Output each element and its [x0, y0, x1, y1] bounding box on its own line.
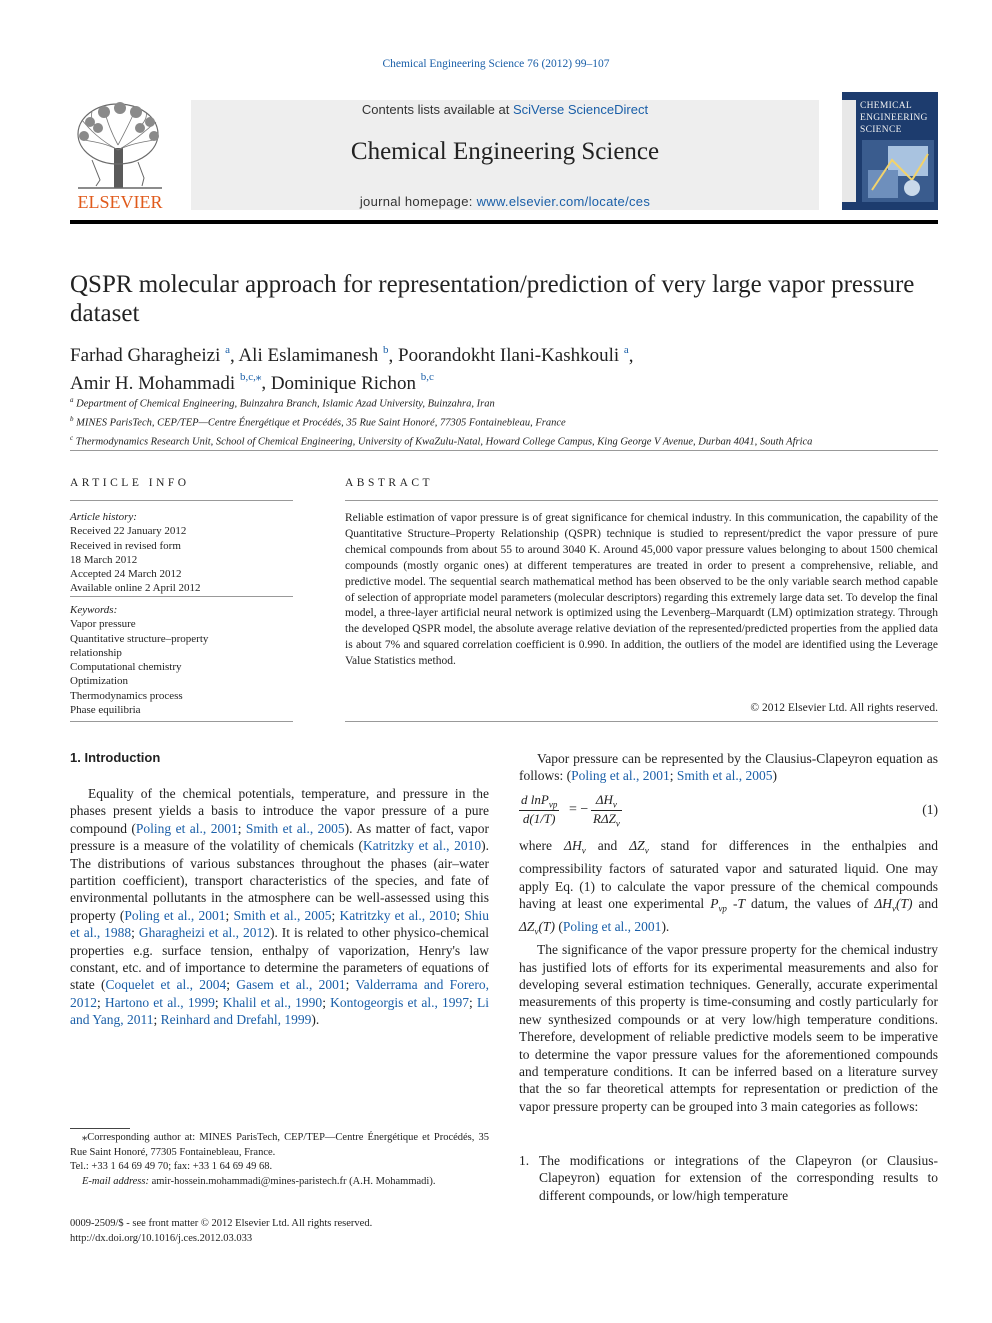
history-item: Accepted 24 March 2012 — [70, 568, 182, 581]
history-heading: Article history: — [70, 511, 137, 523]
right-paragraph-1: Vapor pressure can be represented by the Clausius-Clapeyron equation as follows: (Poling et al., 2001; Smith et al., 2005) — [519, 751, 938, 784]
intro-paragraph — [70, 785, 489, 1029]
equation-rhs: $\Delta H_v$ $R\Delta Z_v$ — [593, 792, 620, 829]
ref-link[interactable]: Khalil et al., 1990 — [222, 994, 323, 1010]
affiliations — [70, 393, 938, 450]
header-rule — [70, 220, 938, 224]
article-history — [70, 510, 293, 596]
right-paragraph-2: where $\Delta H_v$ and $\Delta Z_v$ stand for differences in the enthalpies and compressibility factors of saturated vapor and saturated liquid. One may apply Eq. (1) to calculate the vapor pressure of the chemical compounds having at least one experimental $P_{vp}$ -T datum, the values of $\Delta H_v(T)$ and $\Delta Z_v(T)$ (Poling et al., 2001). The significance of the vapor pressure property for the chemical industry has justified lots of efforts for its experimental measurements and also for developing several estimation techniques. Generally, accurate experimental measurements of this property is time-consuming and costly particularly for new synthesized compounds or at very low/high temperature conditions. Therefore, development of reliable predictive models seem to be imperative to determine the vapor pressure values for the aforementioned compounds and temperature conditions. It can be inferred based on a literature survey that the so far theoretical attempts for representation or prediction of the vapor pressure property can be grouped into 3 main categories as follows: — [519, 838, 939, 1114]
intro-text: ). As matter of fact, vapor pressure is a measure of the volatility of chemicals ( — [70, 820, 489, 854]
abstract-copyright: © 2012 Elsevier Ltd. All rights reserved. — [750, 702, 938, 714]
corresponding-author-footnote: ⁎Corresponding author at: MINES ParisTech, CEP/TEP—Centre Énergétique et Procédés, 35 Rue Saint Honoré, 77305 Fontainebleau, France. Tel.: +33 1 64 69 49 70; fax: +33 1 64 69 49 68. E-mail address: amir-hossein.mohammadi@mines-paristech.fr (A.H. Mohammadi). — [70, 1132, 489, 1187]
keyword: Vapor pressure — [70, 618, 136, 631]
front-matter-note — [70, 1217, 489, 1246]
intro-text: ; — [153, 1012, 161, 1028]
cover-title-line: ENGINEERING — [860, 113, 928, 123]
keyword: Quantitative structure–property — [70, 632, 209, 645]
ref-link[interactable]: Reinhard and Drefahl, 1999 — [160, 1012, 312, 1028]
footnote-rule — [70, 1128, 130, 1129]
elsevier-tree-icon — [70, 100, 170, 212]
ref-link[interactable]: Shiu et al., 1988 — [70, 907, 489, 941]
ref-link[interactable]: Coquelet et al., 2004 — [105, 977, 227, 993]
article-info-label: ARTICLE INFO — [70, 477, 190, 489]
author[interactable]: Poorandokht Ilani-Kashkouli $^a$ — [398, 344, 629, 367]
contents-prefix: Contents lists available at — [361, 102, 513, 117]
author-list: Farhad Gharagheizi $^a$, Ali Eslamimanesh $^b$, Poorandokht Ilani-Kashkouli $^a$, Amir H. Mohammadi $^{b,c,⁎}$, Dominique Richon $^{b,c}$ — [70, 344, 634, 394]
author[interactable]: Ali Eslamimanesh $^b$ — [238, 344, 389, 367]
keyword: Computational chemistry — [70, 661, 182, 674]
equation-number: (1) — [922, 802, 938, 817]
ref-link[interactable]: Poling et al., 2001 — [124, 907, 226, 923]
ref-link[interactable]: Kontogeorgis et al., 1997 — [330, 994, 470, 1010]
intro-text: ; — [345, 977, 356, 993]
abstract-rule — [345, 500, 938, 501]
ref-link[interactable]: Hartono et al., 1999 — [104, 994, 215, 1010]
ref-link[interactable]: Poling et al., 2001 — [571, 768, 670, 784]
affiliation: $^c$ Thermodynamics Research Unit, School of Chemical Engineering, University of KwaZulu-Natal, Howard College Campus, King George V Avenue, Durban 4041, South Africa — [70, 434, 813, 448]
ref-link[interactable]: Poling et al., 2001 — [562, 919, 662, 934]
ref-link[interactable]: Poling et al., 2001 — [135, 820, 238, 836]
intro-text: ; — [469, 994, 477, 1010]
intro-text: ; — [322, 994, 331, 1010]
affiliation-rule — [70, 450, 938, 451]
journal-citation[interactable]: Chemical Engineering Science 76 (2012) 99–107 — [382, 58, 610, 70]
keyword: Phase equilibria — [70, 704, 141, 717]
homepage-line — [191, 194, 819, 209]
homepage-link[interactable]: www.elsevier.com/locate/ces — [476, 194, 651, 209]
keywords-heading: Keywords: — [70, 604, 118, 616]
elsevier-logo — [70, 100, 170, 212]
keyword: Thermodynamics process — [70, 689, 183, 702]
cover-image-icon — [862, 140, 934, 202]
ref-link[interactable]: Smith et al., 2005 — [233, 907, 332, 923]
intro-text: ; — [331, 907, 340, 923]
keyword: Optimization — [70, 675, 129, 688]
intro-text: ; — [131, 925, 139, 941]
history-rule — [70, 596, 293, 597]
author[interactable]: Dominique Richon $^{b,c}$ — [270, 371, 434, 394]
history-item: Available online 2 April 2012 — [70, 582, 201, 595]
ref-link[interactable]: Valderrama and Forero, 2012 — [70, 977, 489, 1010]
article-info-rule — [70, 500, 293, 501]
intro-heading: 1. Introduction — [70, 750, 161, 765]
journal-cover — [842, 92, 938, 210]
list-text: The modifications or integrations of the Clapeyron (or Clausius-Clapeyron) equation for extension of the corresponding results to different compounds, or low/high temperature — [539, 1153, 938, 1203]
list-item — [519, 1152, 938, 1204]
ref-link[interactable]: Smith et al., 2005 — [676, 768, 773, 784]
author[interactable]: Farhad Gharagheizi $^a$ — [70, 344, 230, 367]
intro-text: Equality of the chemical potentials, temperature, and pressure in the phases present yields a basis to introduce the vapor pressure of a pure compound ( — [70, 786, 489, 836]
intro-text: ). — [311, 1012, 320, 1028]
right-paragraph-3: The significance of the vapor pressure property for the chemical industry has justified lots of efforts for its experimental measurements and also for developing several estimation techniques. Generally, accurate experimental measurements of this property is time-consuming and costly particularly for new synthesized compounds or at very low/high temperature conditions. Therefore, development of reliable predictive models seem to be imperative to determine the vapor pressure values for the aforementioned compounds and temperature conditions. It can be inferred based on a literature survey that the so far theoretical attempts for representation or prediction of the vapor pressure property can be grouped into 3 main categories as follows: — [519, 942, 938, 1114]
article-title: QSPR molecular approach for representation/prediction of very large vapor pressure dataset — [70, 271, 915, 327]
intro-text: ; — [97, 994, 105, 1010]
history-item: Received 22 January 2012 — [70, 525, 187, 538]
keywords-rule — [70, 721, 293, 722]
cover-title-line: SCIENCE — [860, 125, 902, 135]
intro-text: ; — [225, 907, 234, 923]
history-item: Received in revised form — [70, 539, 181, 552]
intro-text: ). It is related to other physico-chemical properties e.g. surface tension, enthalpy of vaporization, Henry's law constant, etc. and of importance to determine the parameters of equations of state ( — [70, 925, 489, 993]
intro-text: ; — [237, 820, 246, 836]
ref-link[interactable]: Katritzky et al., 2010 — [339, 907, 457, 923]
affiliation: $^b$ MINES ParisTech, CEP/TEP—Centre Énergétique et Procédés, 35 Rue Saint Honoré, 77305 Fontainebleau, France — [70, 415, 566, 429]
journal-name: Chemical Engineering Science — [350, 138, 660, 165]
contents-line — [191, 102, 819, 117]
ref-link[interactable]: Katritzky et al., 2010 — [362, 838, 482, 854]
homepage-prefix: journal homepage: — [359, 194, 477, 209]
keywords — [70, 603, 293, 717]
keyword: relationship — [70, 646, 122, 659]
footnote-tel: Tel.: +33 1 64 69 49 70; fax: +33 1 64 69 49 68. — [70, 1161, 273, 1172]
intro-text: ; — [456, 907, 465, 923]
equation-lhs: d lnP$_{vp}$ d(1/T) — [521, 792, 558, 826]
journal-header — [191, 100, 819, 210]
ref-link[interactable]: Gasem et al., 2001 — [236, 977, 346, 993]
issn-line: 0009-2509/$ - see front matter © 2012 Elsevier Ltd. All rights reserved. — [70, 1218, 373, 1229]
equation-1 — [519, 792, 938, 832]
ref-link[interactable]: Smith et al., 2005 — [245, 820, 345, 836]
intro-text: ; — [214, 994, 223, 1010]
history-item: 18 March 2012 — [70, 553, 138, 566]
intro-text: ). The distributions of various substances throughout the phases (air–water partition coefficient), transport characteristics of the species, and fate of environmental pollutants in the atmosphere can be well-assessed using this property ( — [70, 838, 489, 923]
affiliation: $^a$ Department of Chemical Engineering, Buinzahra Branch, Islamic Azad University, Buinzahra, Iran — [70, 396, 495, 410]
cover-title-line: CHEMICAL — [860, 101, 913, 111]
abstract-text: Reliable estimation of vapor pressure is of great significance for chemical industry. In this communication, the capability of the Quantitative Structure–Property Relationship (QSPR) technique is studied to represent/predict the vapor pressure of pure chemical compounds from about 55 to around 3040 K. Around 45,000 vapor pressure values belonging to about 1500 chemical compounds (mostly organic ones) at different temperatures are treated in order to present a comprehensive, reliable, and predictive model. The sequential search mathematical method has been observed to be the only variable search method capable of selection of appropriate model parameters (molecular descriptors) regarding this extremely large data set. To develop the final model, a three-layer artificial neural network is optimized using the Levenberg–Marquardt (LM) optimization strategy. Through the developed QSPR model, the absolute average relative deviation of the represented/predicted properties from the applied data is about 7% and squared correlation coefficient is 0.990. In addition, the outliers of the model are identified using the Leverage Value Statistics method. — [345, 512, 938, 668]
sciencedirect-link[interactable]: SciVerse ScienceDirect — [512, 102, 649, 117]
doi-link[interactable]: http://dx.doi.org/10.1016/j.ces.2012.03.033 — [70, 1232, 253, 1244]
list-number: 1. — [519, 1153, 530, 1168]
author[interactable]: Amir H. Mohammadi $^{b,c,⁎}$ — [70, 371, 262, 394]
abstract-bottom-rule — [345, 721, 938, 722]
equation-equals: = − — [569, 802, 589, 817]
intro-text: ; — [226, 977, 237, 993]
elsevier-wordmark: ELSEVIER — [77, 192, 163, 212]
abstract-label: ABSTRACT — [345, 477, 434, 489]
cover-title — [860, 100, 928, 136]
footnote-email[interactable]: amir-hossein.mohammadi@mines-paristech.fr (A.H. Mohammadi). — [151, 1175, 436, 1187]
ref-link[interactable]: Gharagheizi et al., 2012 — [138, 925, 270, 941]
ref-link[interactable]: Li and Yang, 2011 — [70, 994, 489, 1028]
